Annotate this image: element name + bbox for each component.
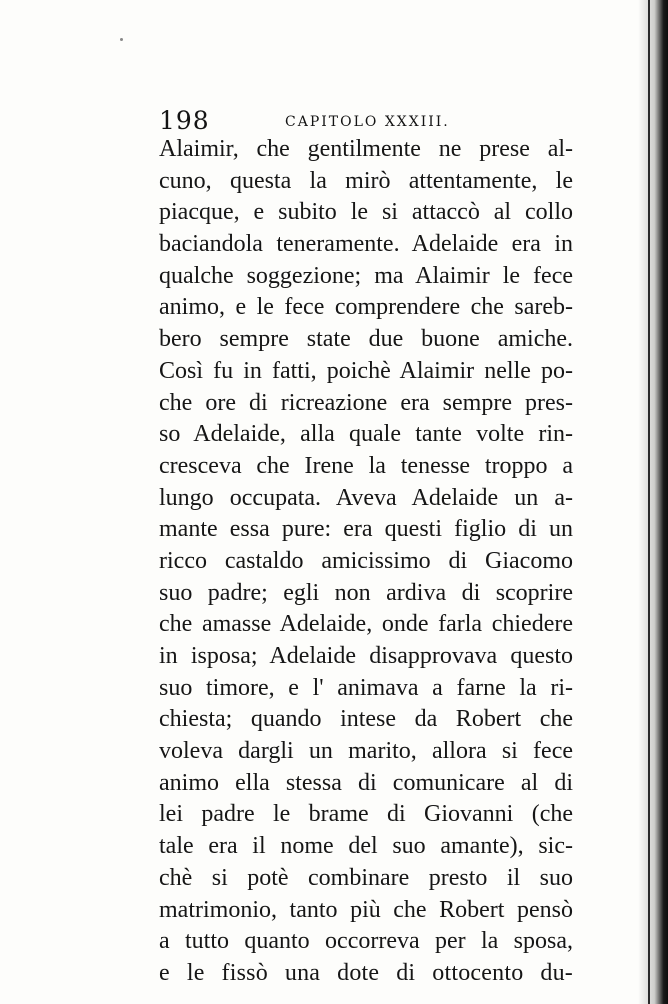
text-line: piacque, e subito le si attaccò al collo: [159, 199, 573, 226]
text-line: mante essa pure: era questi figlio di un: [159, 516, 573, 543]
text-line: Alaimir, che gentilmente ne prese al-: [159, 136, 573, 162]
chapter-title: CAPITOLO XXXIII.: [285, 114, 450, 130]
text-line: a tutto quanto occorreva per la sposa,: [159, 928, 573, 955]
page-edge-line: [648, 0, 650, 1004]
text-line: chiesta; quando intese da Robert che: [159, 706, 573, 733]
text-line: qualche soggezione; ma Alaimir le fece: [159, 262, 573, 289]
text-line: suo padre; egli non ardiva di scoprire: [159, 579, 573, 606]
text-line: Così fu in fatti, poichè Alaimir nelle po-: [159, 357, 573, 384]
text-line: suo timore, e l' animava a farne la ri-: [159, 674, 573, 701]
text-line: so Adelaide, alla quale tante volte rin-: [159, 421, 573, 448]
text-line: che amasse Adelaide, onde farla chiedere: [159, 611, 573, 638]
text-line: ricco castaldo amicissimo di Giacomo: [159, 547, 573, 574]
text-line: animo, e le fece comprendere che sareb-: [159, 294, 573, 321]
text-line: lungo occupata. Aveva Adelaide un a-: [159, 484, 573, 511]
page-number: 198: [159, 106, 210, 135]
text-line: voleva dargli un marito, allora si fece: [159, 738, 573, 765]
text-line: cresceva che Irene la tenesse troppo a: [159, 452, 573, 479]
running-head: [159, 106, 579, 136]
text-line: baciandola teneramente. Adelaide era in: [159, 231, 573, 258]
text-line: che ore di ricreazione era sempre pres-: [159, 389, 573, 416]
page-gutter-shadow: [638, 0, 668, 1004]
text-line: chè si potè combinare presto il suo: [159, 864, 573, 891]
text-line: bero sempre state due buone amiche.: [159, 326, 573, 353]
text-line: in isposa; Adelaide disapprovava questo: [159, 643, 573, 669]
text-line: matrimonio, tanto più che Robert pensò: [159, 896, 573, 923]
text-line: lei padre le brame di Giovanni (che: [159, 801, 573, 828]
text-line: cuno, questa la mirò attentamente, le: [159, 167, 573, 194]
paper-speck: [120, 38, 123, 41]
text-line: tale era il nome del suo amante), sic-: [159, 833, 573, 860]
text-line: e le fissò una dote di ottocento du-: [159, 959, 573, 986]
text-line: animo ella stessa di comunicare al di: [159, 769, 573, 796]
body-text: [159, 134, 573, 990]
